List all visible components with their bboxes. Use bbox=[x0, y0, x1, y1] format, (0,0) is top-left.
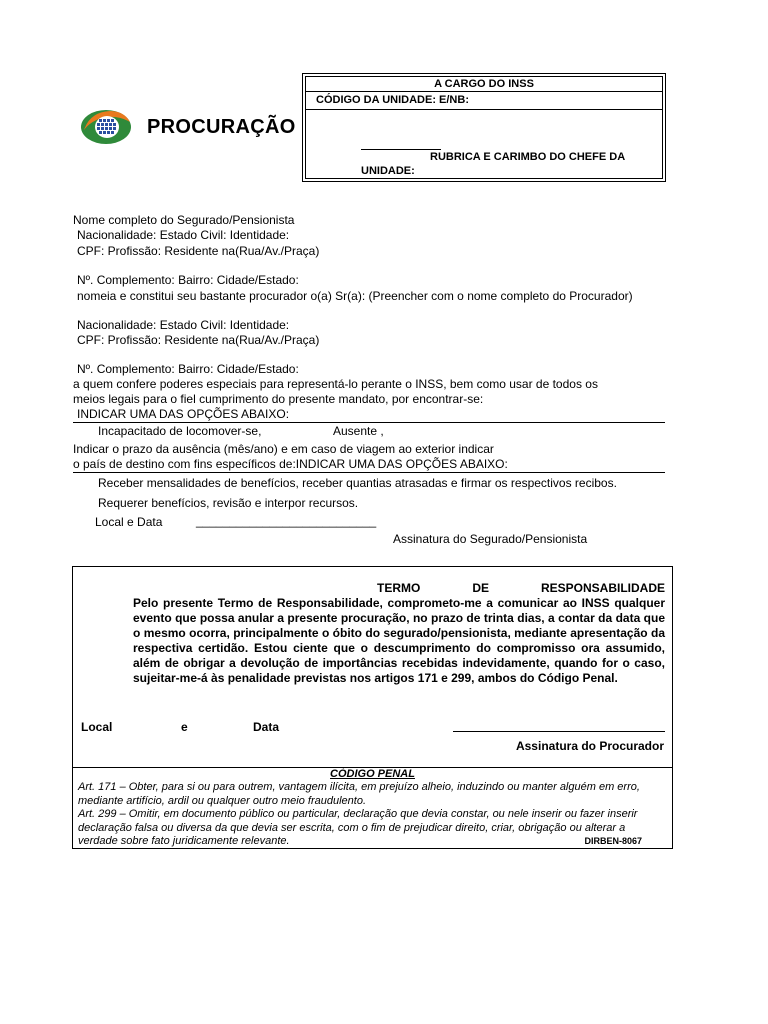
term-title-word: DE bbox=[472, 581, 489, 595]
attorney-cpf-field[interactable]: CPF: Profissão: Residente na(Rua/Av./Praça) bbox=[77, 333, 320, 347]
attorney-name-field[interactable]: nomeia e constitui seu bastante procurador o(a) Sr(a): (Preencher com o nome completo do Procurador) bbox=[77, 289, 633, 303]
grantor-cpf-field[interactable]: CPF: Profissão: Residente na(Rua/Av./Praça) bbox=[77, 244, 320, 258]
page-title: PROCURAÇÃO bbox=[147, 116, 296, 138]
attorney-signature-label: Assinatura do Procurador bbox=[515, 739, 664, 753]
divider bbox=[73, 472, 665, 473]
option-request-benefits[interactable]: Requerer benefícios, revisão e interpor recursos. bbox=[98, 496, 359, 510]
inss-box-inner bbox=[305, 76, 663, 179]
responsibility-term-box bbox=[72, 566, 673, 849]
term-date-label: Data bbox=[253, 720, 280, 734]
article-171: Art. 171 – Obter, para si ou para outrem, vantagem ilícita, em prejuízo alheio, induzindo ou manter alguém em erro, mediante artifício, ardil ou qualquer outro meio fraudulento. bbox=[78, 781, 640, 807]
absence-instruction-line1: Indicar o prazo da ausência (mês/ano) e em caso de viagem ao exterior indicar bbox=[73, 442, 494, 456]
absence-instruction-line2: o país de destino com fins específicos de:INDICAR UMA DAS OPÇÕES ABAIXO: bbox=[73, 457, 508, 471]
attorney-address-field[interactable]: Nº. Complemento: Bairro: Cidade/Estado: bbox=[77, 362, 299, 376]
powers-text-line2: meios legais para o fiel cumprimento do presente mandato, por encontrar-se: bbox=[73, 392, 484, 406]
option-incapacitated[interactable]: Incapacitado de locomover-se, bbox=[98, 424, 262, 438]
term-title-word: RESPONSABILIDADE bbox=[540, 581, 665, 595]
inss-box-heading: A CARGO DO INSS bbox=[306, 77, 662, 92]
option-receive-benefits[interactable]: Receber mensalidades de benefícios, receber quantias atrasadas e firmar os respectivos recibos. bbox=[98, 476, 617, 490]
option-absent[interactable]: Ausente , bbox=[333, 424, 384, 438]
term-local-label: Local bbox=[81, 720, 113, 734]
responsibility-term-text: Pelo presente Termo de Responsabilidade, comprometo-me a comunicar ao INSS qualquer evento que possa anular a presente procuração, no prazo de trinta dias, a contar da data que o mesmo ocorra, principalmente o óbito do segurado/pensionista, mediante apresentação da respectiva certidão. Estou ciente que o descumprimento do compromisso ora assumido, além de obrigar a devolução de importâncias recebidas indevidamente, quando for o caso, sujeitar-me-á às penalidade previstas nos artigos 171 e 299, ambos do Código Penal. bbox=[133, 596, 665, 685]
inss-logo-icon bbox=[80, 108, 132, 146]
divider bbox=[73, 422, 665, 423]
penal-code-title: CÓDIGO PENAL bbox=[330, 768, 415, 780]
rubric-signature-line bbox=[361, 149, 441, 150]
grantor-address-field[interactable]: Nº. Complemento: Bairro: Cidade/Estado: bbox=[77, 273, 299, 287]
grantor-signature-label: Assinatura do Segurado/Pensionista bbox=[393, 532, 588, 546]
local-date-field[interactable]: ___________________________ bbox=[196, 514, 377, 528]
attorney-signature-line[interactable] bbox=[453, 731, 665, 732]
inss-box bbox=[302, 73, 666, 182]
penal-code-text bbox=[78, 781, 663, 849]
local-date-label: Local e Data bbox=[95, 515, 163, 529]
grantor-nationality-field[interactable]: Nacionalidade: Estado Civil: Identidade: bbox=[77, 228, 290, 242]
unit-code-field[interactable]: CÓDIGO DA UNIDADE: E/NB: bbox=[306, 92, 662, 110]
term-e-label: e bbox=[181, 720, 188, 734]
grantor-name-field[interactable]: Nome completo do Segurado/Pensionista bbox=[73, 213, 295, 227]
term-title-word: TERMO bbox=[377, 581, 421, 595]
attorney-nationality-field[interactable]: Nacionalidade: Estado Civil: Identidade: bbox=[77, 318, 290, 332]
responsibility-term-title bbox=[377, 581, 665, 595]
powers-text-line1: a quem confere poderes especiais para representá-lo perante o INSS, bem como usar de todos os bbox=[73, 377, 598, 391]
form-code: DIRBEN-8067 bbox=[584, 836, 642, 846]
rubric-label-line2: UNIDADE: bbox=[361, 165, 415, 177]
options-instruction: INDICAR UMA DAS OPÇÕES ABAIXO: bbox=[77, 407, 290, 421]
rubric-label-line1: RUBRICA E CARIMBO DO CHEFE DA bbox=[430, 151, 626, 163]
article-299: Art. 299 – Omitir, em documento público ou particular, declaração que devia constar, ou nele inserir ou fazer inserir declaração falsa ou diversa da que devia ser escrita, com o fim de prejudicar direito, criar, obrigação ou alterar a verdade sobre fato juridicamente relevante. bbox=[78, 808, 638, 847]
